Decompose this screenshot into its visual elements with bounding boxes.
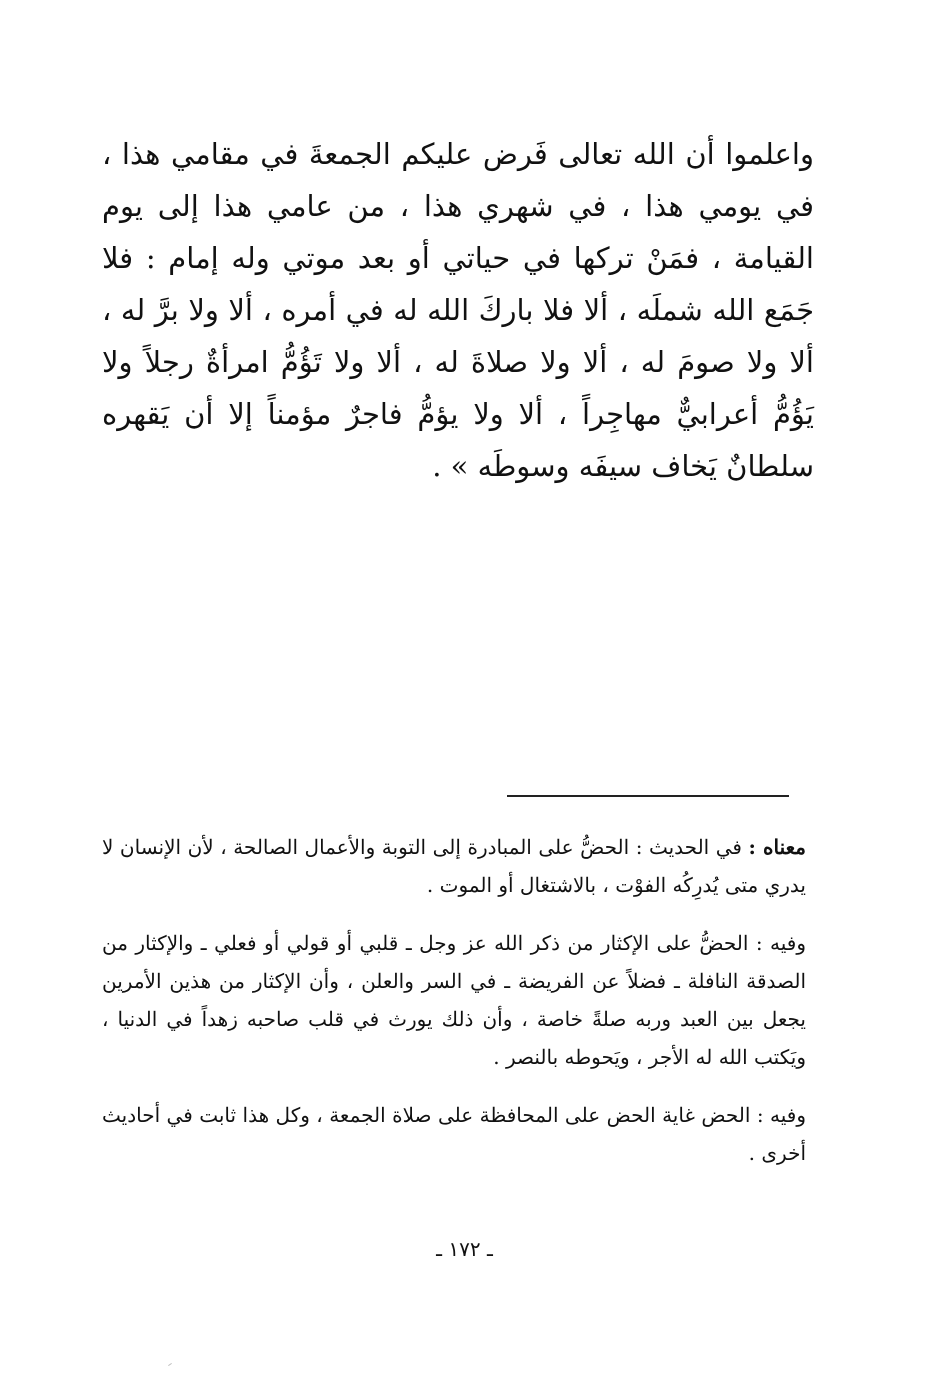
footnote-benefit-remembrance: وفيه : الحضُّ على الإكثار من ذكر الله عز وجل ـ قلبي أو قولي أو فعلي ـ والإكثار من الصدقة النافلة ـ فضلاً عن الفريضة ـ في السر والعلن ، وأن الإكثار من هذين الأمرين يجعل بين العبد وربه صلةً خاصة ، وأن ذلك يورث في قلب صاحبه زهداً في الدنيا ، ويَكتب الله له الأجر ، ويَحوطه بالنصر .	[102, 931, 806, 1069]
main-text-block	[102, 128, 814, 492]
meaning-lead-term: معناه :	[748, 835, 806, 859]
scan-speck	[168, 1363, 172, 1366]
hadith-paragraph: واعلموا أن الله تعالى فَرض عليكم الجمعةَ في مقامي هذا ، في يومي هذا ، في شهري هذا ، من عامي هذا إلى يوم القيامة ، فمَنْ تركها في حياتي أو بعد موتي وله إمام : فلا جَمَع الله شملَه ، ألا فلا باركَ الله له في أمره ، ألا ولا برَّ له ، ألا ولا صومَ له ، ألا ولا صلاةَ له ، ألا ولا تَؤُمُّ امرأةٌ رجلاً ولا يَؤُمُّ أعرابيٌّ مهاجِراً ، ألا ولا يؤمُّ فاجرٌ مؤمناً إلا أن يَقهره سلطانٌ يَخاف سيفَه وسوطَه » .	[102, 137, 814, 483]
page-number: ـ ١٧٢ ـ	[436, 1237, 493, 1261]
footnote-benefit-friday-prayer: وفيه : الحض غاية الحض على المحافظة على صلاة الجمعة ، وكل هذا ثابت في أحاديث أخرى .	[102, 1103, 806, 1165]
footnote-separator	[507, 795, 789, 797]
footnotes-block	[102, 828, 806, 1172]
meaning-text: في الحديث : الحضُّ على المبادرة إلى التوبة والأعمال الصالحة ، لأن الإنسان لا يدري متى يُدرِكُه الفوْت ، بالاشتغال أو الموت .	[102, 835, 806, 897]
footnote-meaning	[102, 828, 806, 904]
